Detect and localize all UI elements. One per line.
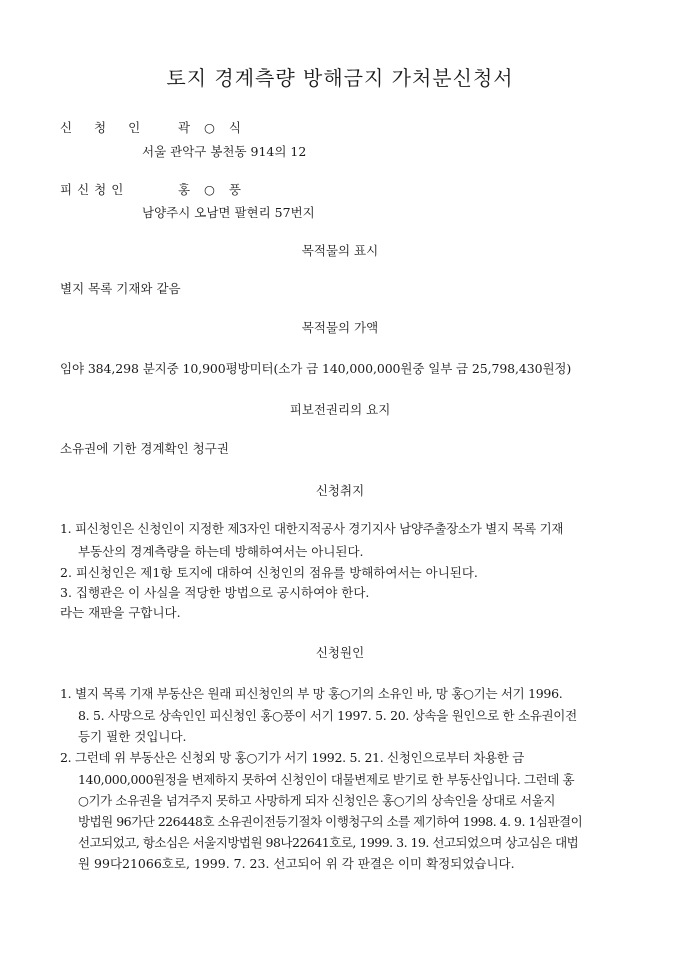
purpose-item-1: 1. 피신청인은 신청인이 지정한 제3자인 대한지적공사 경기지사 남양주출장소가 별지 목록 기재 [60, 521, 564, 536]
applicant-name: 곽 ○ 식 [178, 120, 247, 135]
object-text: 별지 목록 기재와 같음 [60, 281, 181, 296]
right-heading: 피보전권리의 요지 [289, 402, 391, 417]
object-heading: 목적물의 표시 [301, 243, 379, 258]
respondent-name: 홍 ○ 풍 [178, 182, 247, 197]
purpose-heading: 신청취지 [315, 483, 365, 498]
reason-line-9: 원 99다21066호로, 1999. 7. 23. 선고되어 위 각 판결은 이미 확정되었습니다. [78, 856, 515, 871]
respondent-address: 남양주시 오남면 팔현리 57번지 [142, 205, 315, 220]
reason-line-4: 2. 그런데 위 부동산은 신청외 망 홍○기가 서기 1992. 5. 21. 신청인으로부터 차용한 금 [60, 750, 524, 765]
applicant-address: 서울 관악구 봉천동 914의 12 [142, 144, 307, 159]
reason-heading: 신청원인 [315, 645, 365, 660]
reason-line-2: 8. 5. 사망으로 상속인인 피신청인 홍○풍이 서기 1997. 5. 20. 상속을 원인으로 한 소유권이전 [78, 708, 577, 723]
respondent-label: 피신청인 [60, 182, 129, 197]
reason-line-8: 선고되었고, 항소심은 서울지방법원 98나22641호로, 1999. 3. 19. 선고되었으며 상고심은 대법 [78, 835, 579, 850]
reason-line-1: 1. 별지 목록 기재 부동산은 원래 피신청인의 부 망 홍○기의 소유인 바, 망 홍○기는 서기 1996. [60, 686, 563, 701]
right-text: 소유권에 기한 경계확인 청구권 [60, 441, 229, 456]
purpose-item-2: 2. 피신청인은 제1항 토지에 대하여 신청인의 점유를 방해하여서는 아니된다. [60, 565, 478, 580]
purpose-closing: 라는 재판을 구합니다. [60, 605, 181, 620]
value-text: 임야 384,298 분지중 10,900평방미터(소가 금 140,000,000원중 일부 금 25,798,430원정) [60, 361, 572, 376]
reason-line-7: 방법원 96가단 226448호 소유권이전등기절차 이행청구의 소를 제기하여 1998. 4. 9. 1심판결이 [78, 814, 583, 829]
value-heading: 목적물의 가액 [301, 320, 379, 335]
purpose-item-3: 3. 집행관은 이 사실을 적당한 방법으로 공시하여야 한다. [60, 585, 370, 600]
document-title: 토지 경계측량 방해금지 가처분신청서 [166, 66, 514, 90]
reason-line-5: 140,000,000원정을 변제하지 못하여 신청인이 대물변제로 받기로 한 부동산입니다. 그런데 홍 [78, 772, 575, 787]
applicant-label: 신 청 인 [60, 120, 150, 135]
reason-line-6: ○기가 소유권을 넘겨주지 못하고 사망하게 되자 신청인은 홍○기의 상속인을 상대로 서울지 [78, 793, 556, 808]
reason-line-3: 등기 필한 것입니다. [78, 729, 187, 744]
purpose-item-1-cont: 부동산의 경계측량을 하는데 방해하여서는 아니된다. [78, 544, 364, 559]
